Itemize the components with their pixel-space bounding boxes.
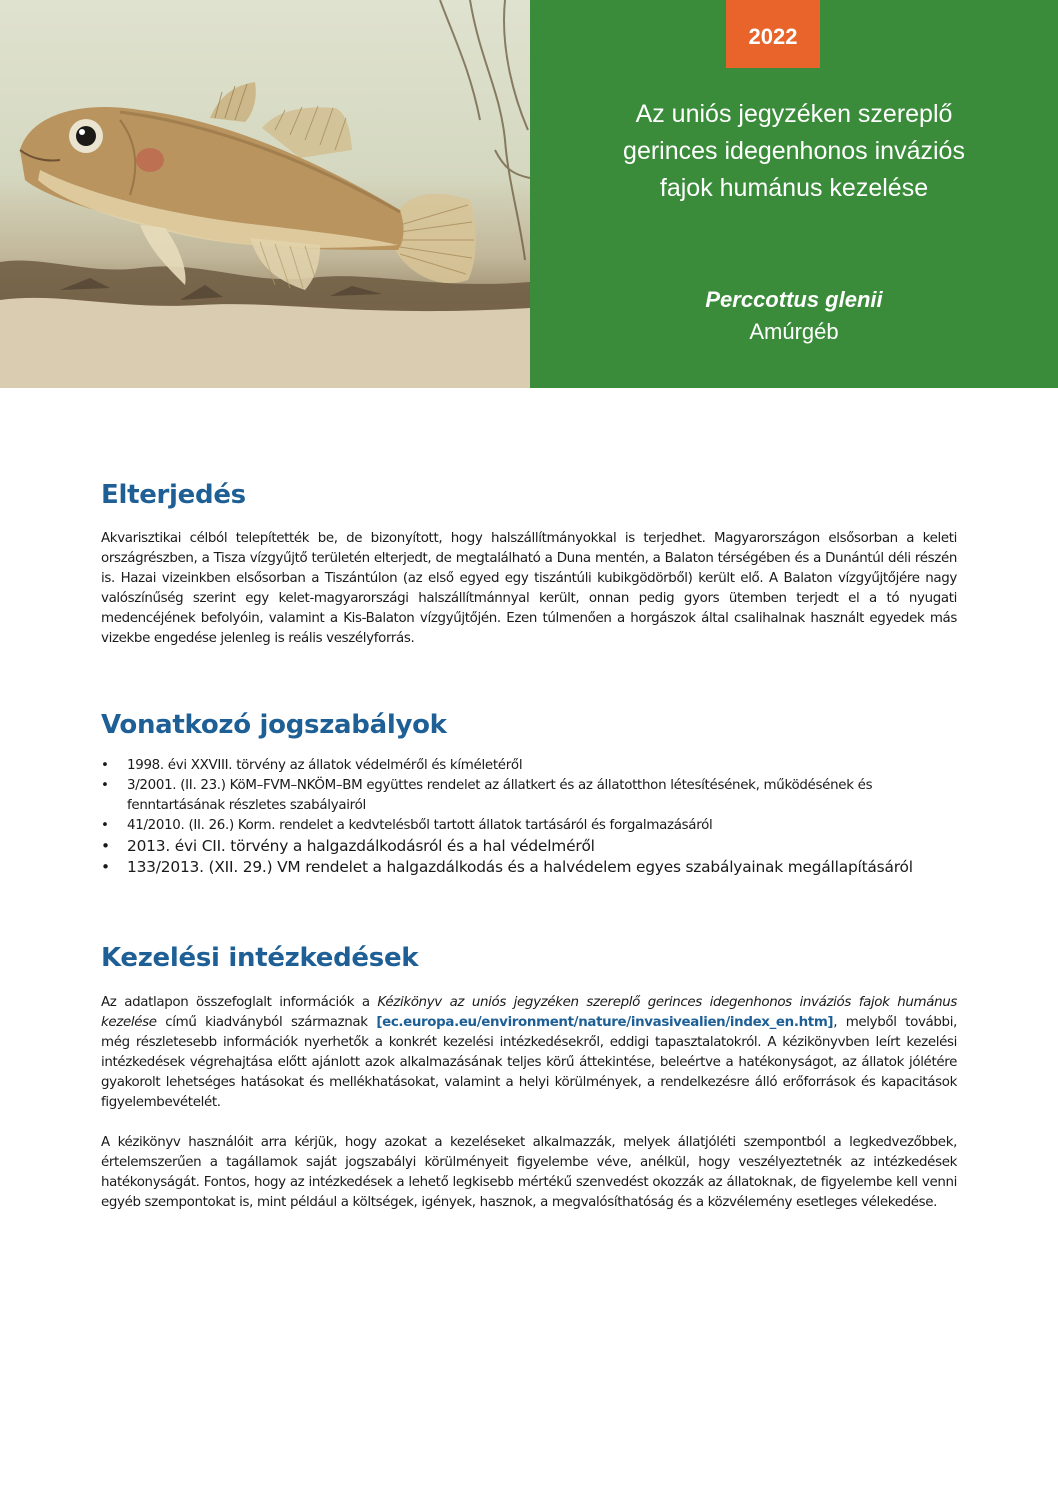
title-line-1: Az uniós jegyzéken szereplő	[635, 100, 953, 128]
section-legislation	[101, 710, 957, 878]
title-line-2: gerinces idegenhonos inváziós	[623, 137, 965, 165]
management-p1-after: , melyből további, még részletesebb információk nyerhetők a konkrét kezelési intézkedésekről, eddigi tapasztalatokról. A kézikönyvben leírt kezelési intézkedések végrehajtása előtt ajánlott azok alkalmazásának teljes körű áttekintése, beleértve a hatékonyságot, az állatok jólétére gyakorolt lehetséges hatásokat és mellékhatásokat, valamint a helyi körülmények, a rendelkezésre álló erőforrások és kapacitások figyelembevételét.	[101, 1015, 957, 1110]
legislation-list	[101, 756, 957, 878]
species-common-name: Amúrgéb	[749, 319, 839, 344]
handbook-title: Kézikönyv az uniós jegyzéken szereplő gerinces idegenhonos inváziós fajok humánus kezelése	[101, 995, 957, 1030]
management-paragraph-1	[101, 993, 957, 1113]
section-distribution	[101, 480, 957, 649]
list-item: • 3/2001. (II. 23.) KöM–FVM–NKÖM–BM együttes rendelet az állatkert és az állatotthon létesítésének, működésének és fenntartásának részletes szabályairól	[101, 776, 957, 816]
management-paragraph-2: A kézikönyv használóit arra kérjük, hogy azokat a kezeléseket alkalmazzák, melyek állatjóléti szempontból a legkedvezőbbek, értelemszerűen a tagállamok saját jogszabályi körülményeit figyelembe véve, anélkül, hogy veszélyeztetnék az intézkedések hatékonyságát. Fontos, hogy az intézkedések a lehető legkisebb mértékű szenvedést okozzák az állatoknak, de figyelembe kell venni egyéb szempontokat is, mint például a költségek, igények, hasznok, a megvalósíthatóság és a közvélemény esetleges vélekedése.	[101, 1135, 957, 1210]
distribution-text: Akvarisztikai célból telepítették be, de bizonyított, hogy halszállítmányokkal is terjedhet. Magyarországon elsősorban a keleti országrészben, a Tisza vízgyűjtő területén elterjedt, de megtalálható a Duna mentén, a Balaton térségében és a Dunántúl déli részén is. Hazai vizeinkben elsősorban a Tiszántúlon (az első egyed egy tiszántúli kubikgödörből) került elő. A Balaton vízgyűjtőjére nagy valószínűség szerint egy kelet-magyarországi halszállítmánnyal került, onnan pedig gyors ütemben terjedt el a tó nyugati medencéjének befolyóin, valamint a Kis-Balaton vízgyűjtőjén. Ezen túlmenően a horgászok által csalihalnak használt egyedek más vizekbe engedése jelenleg is reális veszélyforrás.	[101, 531, 957, 646]
title-line-3: fajok humánus kezelése	[659, 174, 929, 202]
fish-illustration	[0, 0, 530, 388]
species-block	[570, 284, 1018, 348]
year-badge: 2022	[726, 0, 820, 68]
list-item: • 2013. évi CII. törvény a halgazdálkodásról és a hal védelméről	[101, 836, 957, 857]
header-panel	[530, 0, 1058, 388]
management-heading: Kezelési intézkedések	[101, 943, 419, 973]
list-item: • 1998. évi XXVIII. törvény az állatok védelméről és kíméletéről	[101, 756, 957, 776]
page-title	[570, 96, 1018, 207]
legislation-heading: Vonatkozó jogszabályok	[101, 710, 447, 740]
management-p1-before: Az adatlapon összefoglalt információk a	[101, 995, 378, 1010]
species-latin-name: Perccottus glenii	[705, 287, 883, 312]
management-p1-mid: című kiadványból származnak	[156, 1015, 377, 1030]
distribution-heading: Elterjedés	[101, 480, 246, 510]
handbook-link[interactable]: [ec.europa.eu/environment/nature/invasivealien/index_en.htm]	[376, 1015, 834, 1030]
list-item: • 41/2010. (II. 26.) Korm. rendelet a kedvtelésből tartott állatok tartásáról és forgalmazásáról	[101, 816, 957, 836]
section-management	[101, 943, 957, 1213]
fish-photo	[0, 0, 530, 388]
list-item: • 133/2013. (XII. 29.) VM rendelet a halgazdálkodás és a halvédelem egyes szabályainak megállapításáról	[101, 857, 957, 878]
